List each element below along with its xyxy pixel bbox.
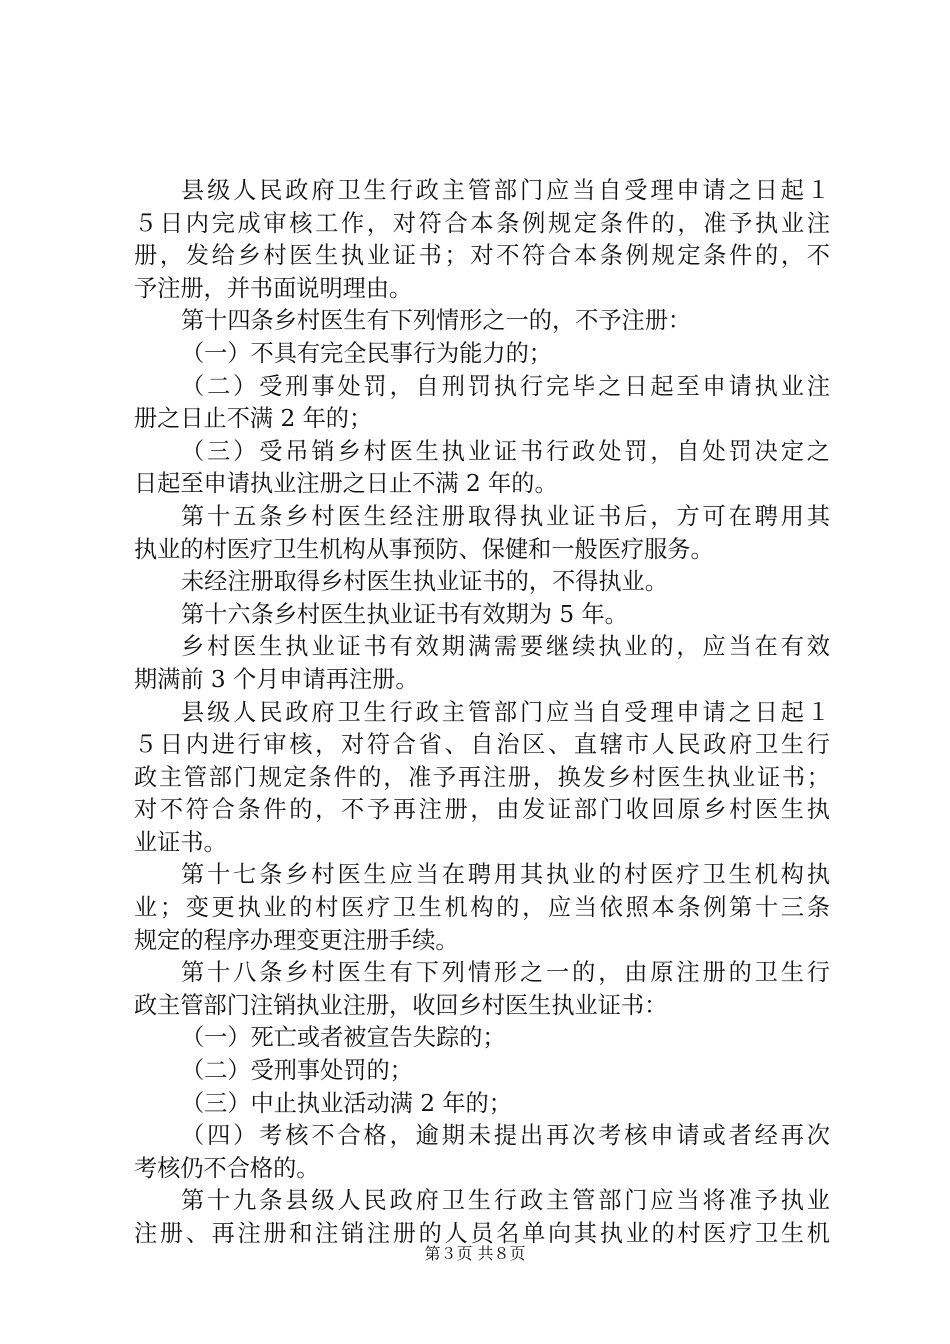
text-line: （三）中止执业活动满 2 年的；	[181, 1089, 512, 1117]
text-line: （一）死亡或者被宣告失踪的；	[181, 1024, 506, 1052]
text-line: 执业的村医疗卫生机构从事预防、保健和一般医疗服务。	[134, 535, 714, 563]
text-line: 考核仍不合格的。	[134, 1154, 320, 1182]
text-line: 规定的程序办理变更注册手续。	[134, 926, 459, 954]
text-line: （四）考核不合格，逾期未提出再次考核申请或者经再次	[181, 1122, 830, 1150]
text-line: 县级人民政府卫生行政主管部门应当自受理申请之日起１	[181, 177, 830, 204]
text-line: 业证书。	[134, 828, 227, 856]
page-footer: 第３页 共８页	[424, 1244, 526, 1263]
text-line: 业；变更执业的村医疗卫生机构的，应当依照本条例第十三条	[134, 894, 830, 922]
text-line: 予注册，并书面说明理由。	[134, 274, 413, 302]
text-line: 第十七条乡村医生应当在聘用其执业的村医疗卫生机构执	[181, 861, 830, 889]
text-line: 对不符合条件的，不予再注册，由发证部门收回原乡村医生执	[134, 796, 830, 824]
text-line: 县级人民政府卫生行政主管部门应当自受理申请之日起１	[181, 698, 830, 726]
text-line: 期满前 3 个月申请再注册。	[134, 665, 419, 693]
text-line: 第十九条县级人民政府卫生行政主管部门应当将准予执业	[181, 1187, 830, 1215]
document-body	[134, 175, 830, 1251]
text-line: 第十五条乡村医生经注册取得执业证书后，方可在聘用其	[181, 502, 830, 530]
text-line: 册，发给乡村医生执业证书；对不符合本条例规定条件的，不	[134, 242, 830, 270]
text-line: （二）受刑事处罚，自刑罚执行完毕之日起至申请执业注	[181, 372, 830, 400]
text-line: 乡村医生执业证书有效期满需要继续执业的，应当在有效	[181, 633, 830, 661]
text-line: ５日内完成审核工作，对符合本条例规定条件的，准予执业注	[134, 209, 830, 237]
text-line: （二）受刑事处罚的；	[181, 1057, 413, 1085]
text-line: 第十八条乡村医生有下列情形之一的，由原注册的卫生行	[181, 959, 830, 987]
text-line: （一）不具有完全民事行为能力的；	[181, 339, 552, 367]
text-line: 政主管部门规定条件的，准予再注册，换发乡村医生执业证书；	[134, 763, 830, 791]
text-line: （三）受吊销乡村医生执业证书行政处罚，自处罚决定之	[181, 437, 830, 465]
text-line: ５日内进行审核，对符合省、自治区、直辖市人民政府卫生行	[134, 731, 830, 759]
text-line: 日起至申请执业注册之日止不满 2 年的。	[134, 470, 558, 498]
text-line: 未经注册取得乡村医生执业证书的，不得执业。	[181, 568, 668, 596]
text-line: 册之日止不满 2 年的；	[134, 405, 373, 433]
text-line: 政主管部门注销执业注册，收回乡村医生执业证书：	[134, 991, 668, 1019]
text-line: 注册、再注册和注销注册的人员名单向其执业的村医疗卫生机	[134, 1220, 830, 1247]
text-line: 第十六条乡村医生执业证书有效期为 5 年。	[181, 600, 628, 628]
text-line: 第十四条乡村医生有下列情形之一的，不予注册：	[181, 307, 692, 335]
